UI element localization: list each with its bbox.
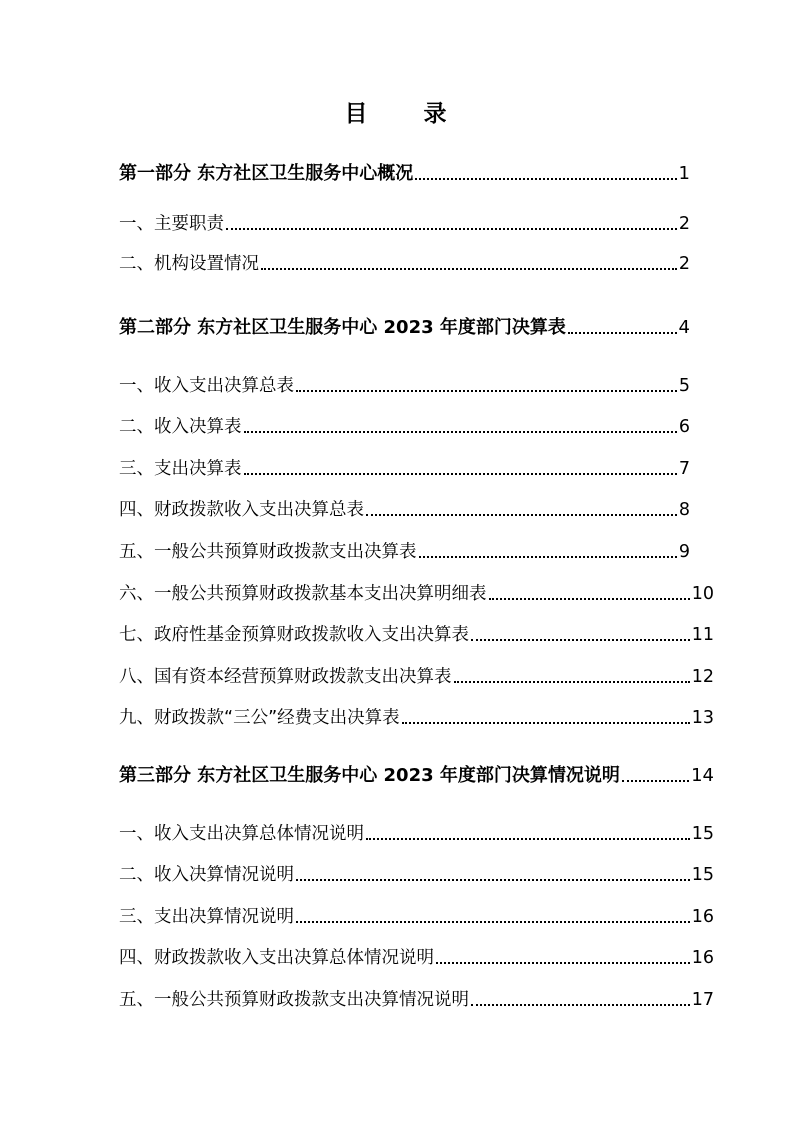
toc-entry-label: 第三部分 东方社区卫生服务中心 2023 年度部门决算情况说明 <box>119 765 620 786</box>
toc-dot-leader <box>436 962 690 964</box>
toc-title-char: 目 <box>344 101 370 127</box>
toc-item-entry[interactable] <box>119 415 690 439</box>
toc-page-number: 2 <box>678 214 690 234</box>
toc-item-entry[interactable] <box>119 374 690 398</box>
toc-dot-leader <box>296 879 690 881</box>
toc-page-number: 7 <box>678 459 690 479</box>
toc-page-number: 10 <box>691 584 714 604</box>
toc-dot-leader <box>568 332 677 334</box>
toc-item-entry[interactable] <box>119 946 714 970</box>
toc-title-char: 录 <box>423 101 449 127</box>
toc-part-entry[interactable] <box>119 162 690 186</box>
toc-page-number: 14 <box>691 765 714 786</box>
toc-item-entry[interactable] <box>119 582 714 606</box>
toc-dot-leader <box>296 390 677 392</box>
toc-entry-label: 第二部分 东方社区卫生服务中心 2023 年度部门决算表 <box>119 317 566 338</box>
toc-page-number: 11 <box>691 625 714 645</box>
toc-page-number: 2 <box>678 254 690 274</box>
toc-entry-label: 一、收入支出决算总体情况说明 <box>119 824 364 844</box>
toc-dot-leader <box>471 639 690 641</box>
toc-entry-label: 八、国有资本经营预算财政拨款支出决算表 <box>119 667 452 687</box>
toc-entry-label: 三、支出决算情况说明 <box>119 907 294 927</box>
toc-item-entry[interactable] <box>119 498 690 522</box>
toc-entry-label: 二、收入决算表 <box>119 417 242 437</box>
toc-entry-label: 六、一般公共预算财政拨款基本支出决算明细表 <box>119 584 487 604</box>
toc-part-entry[interactable] <box>119 316 690 340</box>
toc-page-number: 16 <box>691 907 714 927</box>
toc-page-number: 15 <box>691 865 714 885</box>
toc-item-entry[interactable] <box>119 665 714 689</box>
toc-dot-leader <box>419 556 677 558</box>
toc-page-number: 15 <box>691 824 714 844</box>
toc-entry-label: 三、支出决算表 <box>119 459 242 479</box>
toc-entry-label: 九、财政拨款“三公”经费支出决算表 <box>119 708 400 728</box>
toc-entry-label: 二、机构设置情况 <box>119 254 259 274</box>
toc-item-entry[interactable] <box>119 988 714 1012</box>
toc-entry-label: 一、主要职责 <box>119 214 224 234</box>
toc-dot-leader <box>366 514 677 516</box>
toc-item-entry[interactable] <box>119 623 714 647</box>
toc-page-number: 12 <box>691 667 714 687</box>
toc-dot-leader <box>261 268 677 270</box>
toc-dot-leader <box>415 178 676 180</box>
toc-dot-leader <box>489 598 690 600</box>
toc-dot-leader <box>366 838 690 840</box>
toc-item-entry[interactable] <box>119 457 690 481</box>
toc-item-entry[interactable] <box>119 706 714 730</box>
toc-item-entry[interactable] <box>119 212 690 236</box>
toc-item-entry[interactable] <box>119 540 690 564</box>
toc-page-number: 13 <box>691 708 714 728</box>
toc-dot-leader <box>454 681 690 683</box>
toc-entry-label: 七、政府性基金预算财政拨款收入支出决算表 <box>119 625 469 645</box>
toc-page-number: 6 <box>678 417 690 437</box>
toc-dot-leader <box>226 228 677 230</box>
toc-item-entry[interactable] <box>119 252 690 276</box>
toc-dot-leader <box>244 473 677 475</box>
toc-item-entry[interactable] <box>119 863 714 887</box>
toc-item-entry[interactable] <box>119 822 714 846</box>
toc-entry-label: 五、一般公共预算财政拨款支出决算表 <box>119 542 417 562</box>
toc-dot-leader <box>622 780 689 782</box>
toc-dot-leader <box>402 722 690 724</box>
toc-part-entry[interactable] <box>119 764 714 788</box>
toc-dot-leader <box>244 431 677 433</box>
toc-page-number: 17 <box>691 990 714 1010</box>
toc-page-number: 9 <box>678 542 690 562</box>
toc-item-entry[interactable] <box>119 905 714 929</box>
toc-page-number: 8 <box>678 500 690 520</box>
toc-entry-label: 五、一般公共预算财政拨款支出决算情况说明 <box>119 990 469 1010</box>
toc-dot-leader <box>471 1004 690 1006</box>
toc-page-number: 1 <box>678 163 690 184</box>
toc-page-number: 4 <box>678 317 690 338</box>
toc-entry-label: 四、财政拨款收入支出决算总体情况说明 <box>119 948 434 968</box>
toc-entry-label: 四、财政拨款收入支出决算总表 <box>119 500 364 520</box>
toc-page-number: 5 <box>678 376 690 396</box>
toc-entry-label: 二、收入决算情况说明 <box>119 865 294 885</box>
toc-entry-label: 第一部分 东方社区卫生服务中心概况 <box>119 163 414 184</box>
toc-dot-leader <box>296 921 690 923</box>
toc-page-number: 16 <box>691 948 714 968</box>
toc-entry-label: 一、收入支出决算总表 <box>119 376 294 396</box>
